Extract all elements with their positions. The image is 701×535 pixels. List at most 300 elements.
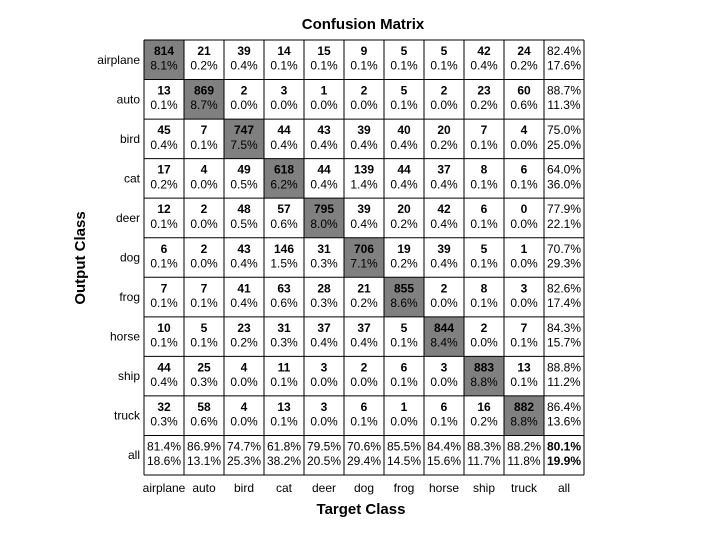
matrix-cell [144, 396, 184, 436]
matrix-cell [304, 356, 344, 396]
matrix-cell [224, 159, 264, 199]
matrix-cell [184, 40, 224, 80]
diagonal-cell [264, 159, 304, 199]
cell-percent: 0.1% [150, 295, 178, 310]
matrix-cell [384, 238, 424, 278]
diagonal-cell [144, 40, 184, 80]
row-summary-correct: 82.6% [546, 281, 582, 296]
matrix-cell [504, 159, 544, 199]
cell-percent: 0.0% [190, 256, 218, 271]
col-summary-cell [344, 435, 384, 475]
matrix-cell [344, 356, 384, 396]
col-summary-cell [144, 435, 184, 475]
cell-percent: 0.0% [390, 414, 418, 429]
cell-count: 3 [320, 399, 328, 414]
cell-count: 39 [437, 241, 451, 256]
cell-count: 32 [157, 399, 171, 414]
cell-count: 855 [393, 281, 415, 296]
cell-count: 5 [200, 320, 208, 335]
matrix-cell [304, 40, 344, 80]
cell-percent: 0.1% [150, 335, 178, 350]
cell-count: 2 [200, 202, 208, 217]
col-summary-correct: 85.5% [386, 439, 422, 454]
cell-count: 6 [400, 360, 408, 375]
cell-count: 20 [397, 202, 411, 217]
matrix-cell [224, 396, 264, 436]
cell-percent: 0.1% [470, 137, 498, 152]
cell-count: 5 [400, 83, 408, 98]
cell-count: 37 [437, 162, 451, 177]
cell-percent: 0.1% [350, 58, 378, 73]
row-summary-error: 15.7% [546, 335, 582, 350]
matrix-cell [384, 40, 424, 80]
cell-count: 60 [517, 83, 531, 98]
matrix-cell [264, 356, 304, 396]
cell-count: 57 [277, 202, 291, 217]
cell-percent: 0.0% [510, 216, 538, 231]
row-summary-cell [544, 198, 584, 238]
matrix-cell [264, 317, 304, 357]
cell-percent: 8.4% [430, 335, 458, 350]
matrix-cell [384, 198, 424, 238]
cell-percent: 0.3% [190, 375, 218, 390]
column-label: airplane [142, 481, 186, 495]
cell-percent: 0.4% [390, 177, 418, 192]
cell-count: 6 [440, 399, 448, 414]
matrix-cell [264, 277, 304, 317]
row-label: auto [116, 92, 140, 107]
cell-count: 8 [480, 162, 488, 177]
matrix-cell [224, 356, 264, 396]
cell-count: 31 [317, 241, 331, 256]
cell-percent: 0.1% [470, 177, 498, 192]
cell-percent: 0.4% [390, 137, 418, 152]
cell-count: 11 [277, 360, 291, 375]
matrix-cell [144, 317, 184, 357]
cell-percent: 0.2% [430, 137, 458, 152]
cell-percent: 0.2% [510, 58, 538, 73]
row-label: all [127, 448, 140, 463]
cell-percent: 0.0% [190, 216, 218, 231]
matrix-cell [304, 317, 344, 357]
cell-percent: 0.0% [430, 98, 458, 113]
cell-count: 24 [517, 44, 531, 59]
row-summary-correct: 84.3% [546, 320, 582, 335]
cell-percent: 0.4% [350, 137, 378, 152]
col-summary-cell [504, 435, 544, 475]
cell-percent: 0.0% [190, 177, 218, 192]
column-label: cat [275, 481, 293, 495]
matrix-cell [424, 277, 464, 317]
matrix-cell [344, 317, 384, 357]
cell-percent: 0.1% [270, 58, 298, 73]
overall-accuracy: 80.1% [546, 439, 582, 454]
matrix-cell [224, 317, 264, 357]
col-summary-cell [464, 435, 504, 475]
col-summary-error: 11.8% [507, 454, 541, 469]
col-summary-cell [424, 435, 464, 475]
cell-percent: 0.1% [470, 256, 498, 271]
matrix-cell [184, 356, 224, 396]
matrix-cell [504, 40, 544, 80]
cell-percent: 0.4% [310, 137, 338, 152]
matrix-cell [264, 396, 304, 436]
matrix-cell [264, 40, 304, 80]
row-summary-error: 17.4% [546, 295, 582, 310]
cell-count: 5 [480, 241, 488, 256]
matrix-cell [384, 80, 424, 120]
col-summary-error: 13.1% [186, 454, 222, 469]
cell-percent: 1.4% [350, 177, 378, 192]
matrix-cell [224, 198, 264, 238]
col-summary-cell [384, 435, 424, 475]
cell-percent: 0.1% [390, 335, 418, 350]
cell-count: 6 [480, 202, 488, 217]
matrix-cell [184, 277, 224, 317]
row-label: dog [119, 250, 140, 265]
row-summary-correct: 75.0% [546, 123, 582, 138]
row-label: bird [119, 131, 140, 146]
row-summary-cell [544, 119, 584, 159]
cell-count: 13 [157, 83, 171, 98]
cell-percent: 0.1% [310, 58, 338, 73]
row-summary-cell [544, 356, 584, 396]
cell-percent: 0.1% [190, 137, 218, 152]
cell-percent: 8.0% [310, 216, 338, 231]
cell-percent: 8.8% [510, 414, 538, 429]
matrix-cell [264, 198, 304, 238]
matrix-cell [424, 119, 464, 159]
cell-percent: 6.2% [270, 177, 298, 192]
cell-count: 7 [200, 281, 208, 296]
cell-count: 4 [200, 162, 208, 177]
cell-percent: 0.0% [510, 295, 538, 310]
cell-count: 4 [520, 123, 528, 138]
column-label: bird [233, 481, 255, 495]
row-summary-correct: 64.0% [546, 162, 582, 177]
cell-count: 43 [237, 241, 251, 256]
matrix-cell [344, 119, 384, 159]
cell-count: 45 [157, 123, 171, 138]
matrix-cell [264, 119, 304, 159]
diagonal-cell [384, 277, 424, 317]
cell-count: 23 [237, 320, 251, 335]
cell-count: 16 [477, 399, 491, 414]
cell-percent: 0.4% [150, 137, 178, 152]
matrix-cell [384, 317, 424, 357]
matrix-cell [224, 40, 264, 80]
matrix-cell [144, 277, 184, 317]
cell-count: 5 [440, 44, 448, 59]
matrix-cell [464, 238, 504, 278]
cell-count: 20 [437, 123, 451, 138]
overall-summary-cell [544, 435, 584, 475]
cell-percent: 0.0% [230, 414, 258, 429]
x-axis-label: Target Class [316, 501, 406, 518]
cell-count: 39 [237, 44, 251, 59]
matrix-cell [184, 317, 224, 357]
cell-count: 747 [233, 123, 255, 138]
matrix-cell [304, 80, 344, 120]
cell-percent: 0.5% [230, 177, 258, 192]
matrix-cell [144, 119, 184, 159]
row-label: truck [113, 408, 140, 423]
cell-count: 795 [313, 202, 335, 217]
cell-percent: 0.1% [390, 98, 418, 113]
col-summary-error: 15.6% [426, 454, 462, 469]
cell-percent: 0.0% [230, 375, 258, 390]
matrix-cell [504, 198, 544, 238]
cell-percent: 0.0% [510, 137, 538, 152]
row-summary-correct: 77.9% [546, 202, 582, 217]
y-axis-label: Output Class [72, 211, 89, 305]
cell-percent: 1.5% [270, 256, 298, 271]
cell-count: 4 [240, 399, 248, 414]
cell-count: 21 [197, 44, 211, 59]
matrix-cell [304, 159, 344, 199]
cell-percent: 0.0% [350, 375, 378, 390]
cell-count: 42 [477, 44, 491, 59]
matrix-cell [184, 396, 224, 436]
col-summary-cell [224, 435, 264, 475]
cell-percent: 0.2% [230, 335, 258, 350]
cell-count: 2 [360, 83, 368, 98]
matrix-cell [424, 159, 464, 199]
cell-percent: 0.3% [310, 256, 338, 271]
cell-count: 39 [357, 202, 371, 217]
diagonal-cell [304, 198, 344, 238]
row-summary-cell [544, 159, 584, 199]
row-summary-error: 11.3% [547, 98, 581, 113]
cell-percent: 0.1% [390, 58, 418, 73]
col-summary-cell [184, 435, 224, 475]
cell-percent: 0.0% [270, 98, 298, 113]
row-summary-correct: 86.4% [546, 399, 582, 414]
cell-count: 44 [317, 162, 331, 177]
cell-percent: 0.0% [430, 375, 458, 390]
matrix-cell [464, 80, 504, 120]
matrix-cell [264, 238, 304, 278]
row-label: frog [119, 290, 140, 305]
cell-count: 7 [160, 281, 168, 296]
cell-percent: 7.5% [230, 137, 258, 152]
matrix-cell [424, 198, 464, 238]
row-summary-correct: 82.4% [546, 44, 582, 59]
cell-count: 1 [320, 83, 328, 98]
cell-count: 40 [397, 123, 411, 138]
matrix-cell [424, 238, 464, 278]
column-label: frog [393, 481, 415, 495]
cell-percent: 0.4% [230, 295, 258, 310]
matrix-cell [184, 119, 224, 159]
cell-count: 21 [357, 281, 371, 296]
cell-percent: 0.6% [510, 98, 538, 113]
cell-count: 5 [400, 44, 408, 59]
matrix-cell [344, 40, 384, 80]
cell-count: 15 [317, 44, 331, 59]
column-label: dog [353, 481, 375, 495]
cell-count: 44 [157, 360, 171, 375]
column-label: truck [510, 481, 538, 495]
cell-percent: 0.1% [470, 295, 498, 310]
cell-count: 23 [477, 83, 491, 98]
cell-percent: 0.1% [430, 58, 458, 73]
row-summary-correct: 88.7% [546, 83, 582, 98]
matrix-cell [344, 277, 384, 317]
matrix-cell [224, 80, 264, 120]
cell-count: 6 [360, 399, 368, 414]
row-summary-error: 22.1% [546, 216, 582, 231]
cell-percent: 8.7% [190, 98, 218, 113]
cell-count: 6 [160, 241, 168, 256]
col-summary-error: 20.5% [306, 454, 342, 469]
cell-percent: 7.1% [350, 256, 378, 271]
cell-count: 2 [360, 360, 368, 375]
cell-percent: 0.2% [350, 295, 378, 310]
cell-count: 2 [440, 83, 448, 98]
cell-percent: 0.0% [510, 256, 538, 271]
cell-percent: 0.0% [350, 98, 378, 113]
row-summary-cell [544, 40, 584, 80]
col-summary-correct: 88.2% [506, 439, 542, 454]
cell-percent: 0.3% [310, 295, 338, 310]
cell-percent: 0.1% [350, 414, 378, 429]
cell-count: 844 [433, 320, 455, 335]
cell-percent: 0.6% [190, 414, 218, 429]
row-summary-error: 25.0% [546, 137, 582, 152]
matrix-cell [424, 80, 464, 120]
cell-count: 706 [353, 241, 375, 256]
cell-percent: 0.4% [430, 216, 458, 231]
cell-count: 2 [200, 241, 208, 256]
cell-percent: 0.2% [390, 216, 418, 231]
cell-percent: 0.1% [390, 375, 418, 390]
matrix-cell [304, 396, 344, 436]
cell-count: 41 [237, 281, 251, 296]
cell-percent: 0.4% [430, 256, 458, 271]
column-label: deer [311, 481, 337, 495]
cell-count: 10 [157, 320, 171, 335]
cell-count: 139 [353, 162, 375, 177]
col-summary-error: 25.3% [226, 454, 262, 469]
cell-count: 883 [473, 360, 495, 375]
cell-percent: 0.0% [310, 414, 338, 429]
cell-percent: 0.6% [270, 295, 298, 310]
cell-percent: 0.1% [150, 98, 178, 113]
row-label: horse [109, 329, 140, 344]
cell-count: 1 [400, 399, 408, 414]
cell-count: 49 [237, 162, 251, 177]
col-summary-error: 18.6% [146, 454, 182, 469]
cell-count: 1 [520, 241, 528, 256]
matrix-cell [184, 198, 224, 238]
cell-count: 17 [157, 162, 171, 177]
col-summary-correct: 84.4% [426, 439, 462, 454]
cell-count: 14 [277, 44, 291, 59]
matrix-cell [464, 119, 504, 159]
cell-count: 37 [317, 320, 331, 335]
cell-percent: 0.2% [190, 58, 218, 73]
row-summary-cell [544, 80, 584, 120]
cell-count: 37 [357, 320, 371, 335]
cell-percent: 0.2% [470, 98, 498, 113]
cell-percent: 0.4% [230, 58, 258, 73]
row-summary-correct: 70.7% [546, 241, 582, 256]
cell-count: 6 [520, 162, 528, 177]
overall-error: 19.9% [546, 454, 582, 469]
cell-percent: 0.5% [230, 216, 258, 231]
col-summary-correct: 70.6% [346, 439, 382, 454]
matrix-cell [464, 40, 504, 80]
col-summary-correct: 81.4% [146, 439, 182, 454]
row-summary-error: 29.3% [546, 256, 582, 271]
matrix-cell [464, 396, 504, 436]
cell-count: 7 [480, 123, 488, 138]
cell-count: 8 [480, 281, 488, 296]
cell-count: 4 [240, 360, 248, 375]
cell-count: 43 [317, 123, 331, 138]
cell-count: 2 [480, 320, 488, 335]
row-label: cat [123, 171, 140, 186]
cell-count: 2 [240, 83, 248, 98]
cell-percent: 0.0% [310, 98, 338, 113]
column-label: ship [472, 481, 496, 495]
matrix-cell [384, 356, 424, 396]
cell-percent: 0.4% [350, 335, 378, 350]
cell-percent: 0.1% [150, 216, 178, 231]
cell-percent: 0.0% [310, 375, 338, 390]
cell-count: 882 [513, 399, 535, 414]
cell-percent: 0.1% [270, 375, 298, 390]
cell-percent: 0.1% [190, 295, 218, 310]
col-summary-correct: 88.3% [466, 439, 502, 454]
matrix-cell [504, 356, 544, 396]
col-summary-cell [304, 435, 344, 475]
matrix-cell [344, 159, 384, 199]
col-summary-error: 14.5% [386, 454, 422, 469]
cell-count: 5 [400, 320, 408, 335]
col-summary-error: 11.7% [467, 454, 501, 469]
cell-percent: 0.0% [430, 295, 458, 310]
matrix-cell [144, 198, 184, 238]
cell-percent: 0.4% [230, 256, 258, 271]
diagonal-cell [224, 119, 264, 159]
matrix-cell [144, 356, 184, 396]
chart-title: Confusion Matrix [301, 16, 425, 33]
cell-count: 63 [277, 281, 291, 296]
cell-percent: 8.1% [150, 58, 178, 73]
matrix-cell [504, 277, 544, 317]
cell-percent: 0.4% [270, 137, 298, 152]
row-summary-error: 36.0% [546, 177, 582, 192]
row-summary-cell [544, 317, 584, 357]
matrix-cell [384, 119, 424, 159]
cell-count: 869 [193, 83, 215, 98]
matrix-cell [504, 119, 544, 159]
cell-percent: 0.6% [270, 216, 298, 231]
cell-count: 44 [397, 162, 411, 177]
matrix-cell [424, 356, 464, 396]
cell-percent: 0.3% [270, 335, 298, 350]
matrix-cell [464, 198, 504, 238]
cell-percent: 0.4% [310, 177, 338, 192]
diagonal-cell [184, 80, 224, 120]
matrix-cell [144, 238, 184, 278]
row-summary-error: 17.6% [546, 58, 582, 73]
cell-count: 7 [200, 123, 208, 138]
column-label: all [557, 481, 571, 495]
cell-percent: 0.0% [470, 335, 498, 350]
